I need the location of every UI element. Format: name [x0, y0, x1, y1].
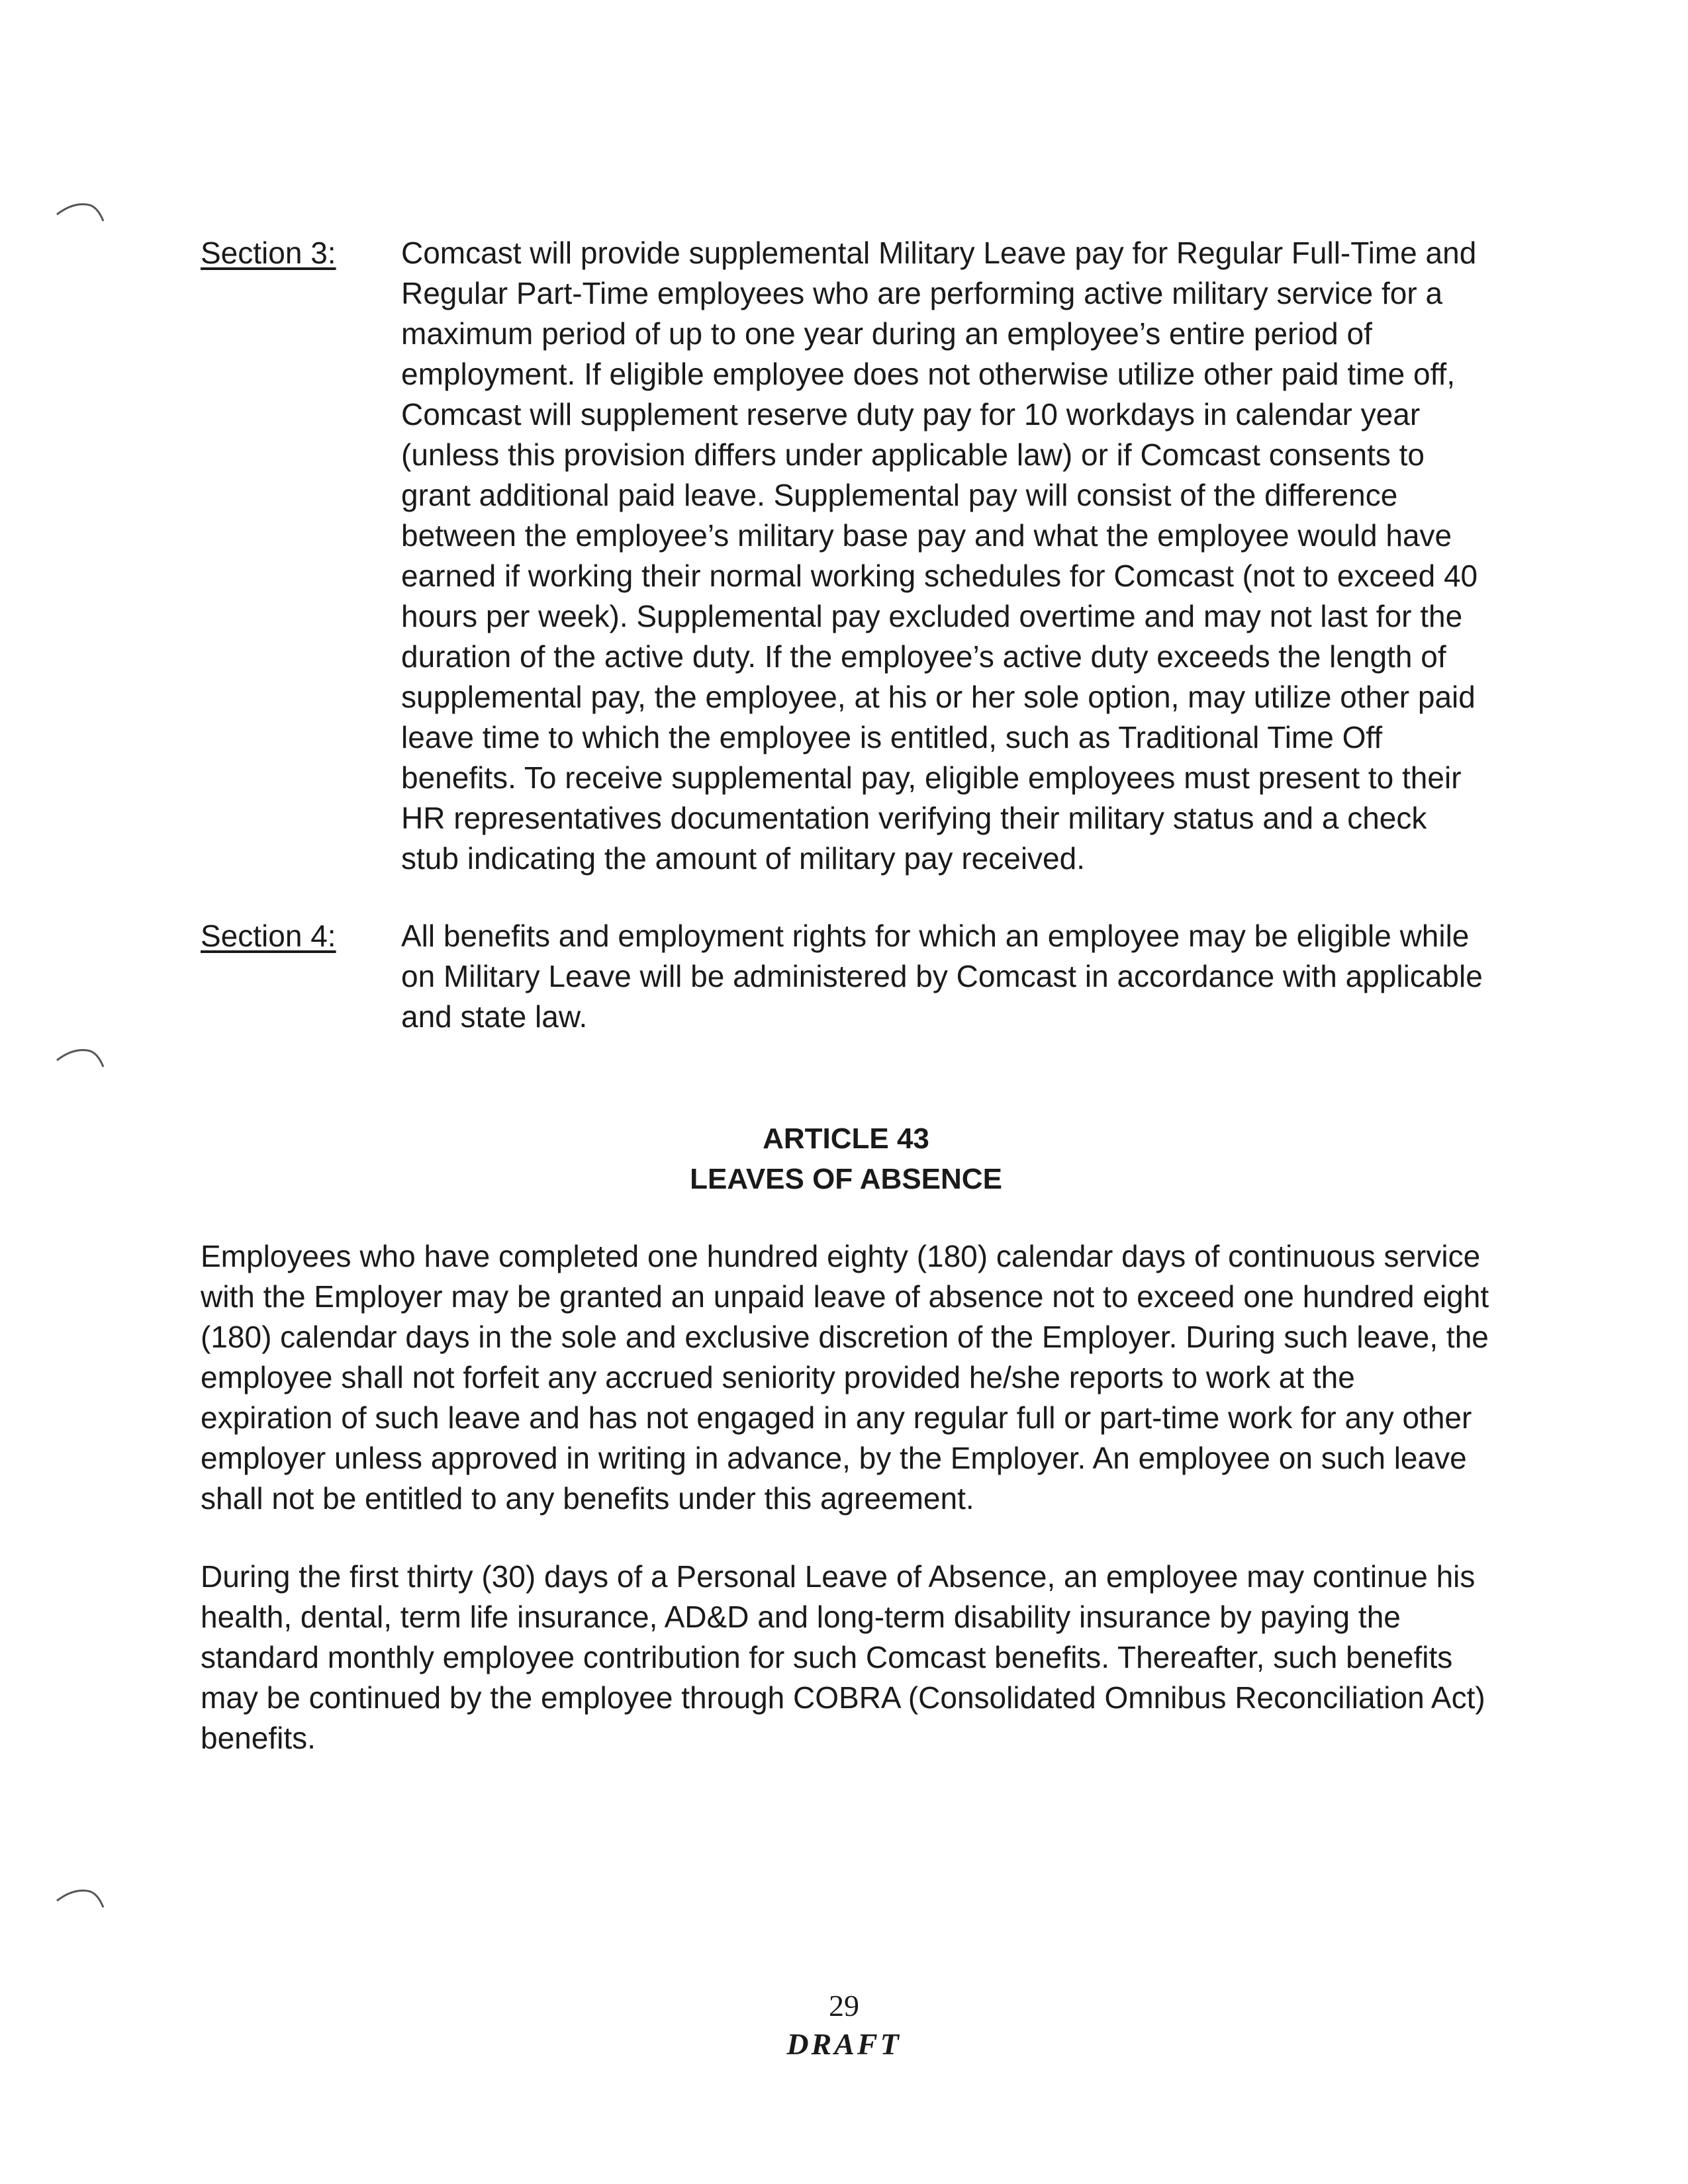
section-3 [201, 233, 1491, 879]
section-4 [201, 916, 1491, 1037]
section-3-text: Comcast will provide supplemental Military Leave pay for Regular Full-Time and Regular Part-Time employees who are performing active military service for a maximum period of up to one year during an employee’s entire period of employment. If eligible employee does not otherwise utilize other paid time off, Comcast will supplement reserve duty pay for 10 workdays in calendar year (unless this provision differs under applicable law) or if Comcast consents to grant additional paid leave. Supplemental pay will consist of the difference between the employee’s military base pay and what the employee would have earned if working their normal working schedules for Comcast (not to exceed 40 hours per week). Supplemental pay excluded overtime and may not last for the duration of the active duty. If the employee’s active duty exceeds the length of supplemental pay, the employee, at his or her sole option, may utilize other paid leave time to which the employee is entitled, such as Traditional Time Off benefits. To receive supplemental pay, eligible employees must present to their HR representatives documentation verifying their military status and a check stub indicating the amount of military pay received. [401, 236, 1478, 876]
section-4-label: Section 4: [201, 919, 336, 953]
paragraph-benefits-continuation: During the first thirty (30) days of a Personal Leave of Absence, an employee may continue his health, dental, term life insurance, AD&D and long-term disability insurance by paying the standard monthly employee contribution for such Comcast benefits. Thereafter, such benefits may be continued by the employee through COBRA (Consolidated Omnibus Reconciliation Act) benefits. [201, 1559, 1485, 1755]
paragraph-leave-eligibility: Employees who have completed one hundred eighty (180) calendar days of continuous service with the Employer may be granted an unpaid leave of absence not to exceed one hundred eight (180) calendar days in the sole and exclusive discretion of the Employer. During such leave, the employee shall not forfeit any accrued seniority provided he/she reports to work at the expiration of such leave and has not engaged in any regular full or part-time work for any other employer unless approved in writing in advance, by the Employer. An employee on such leave shall not be entitled to any benefits under this agreement. [201, 1239, 1489, 1516]
page-number: 29 [829, 1989, 859, 2023]
article-number: ARTICLE 43 [763, 1122, 929, 1155]
section-3-label: Section 3: [201, 236, 336, 270]
punch-hole-mark-middle [54, 1044, 106, 1071]
draft-watermark: DRAFT [786, 2027, 902, 2061]
article-title: LEAVES OF ABSENCE [690, 1163, 1002, 1195]
punch-hole-mark-bottom [54, 1885, 106, 1911]
section-4-text: All benefits and employment rights for which an employee may be eligible while on Military Leave will be administered by Comcast in accordance with applicable and state law. [401, 919, 1483, 1034]
punch-hole-mark-top [54, 199, 106, 225]
